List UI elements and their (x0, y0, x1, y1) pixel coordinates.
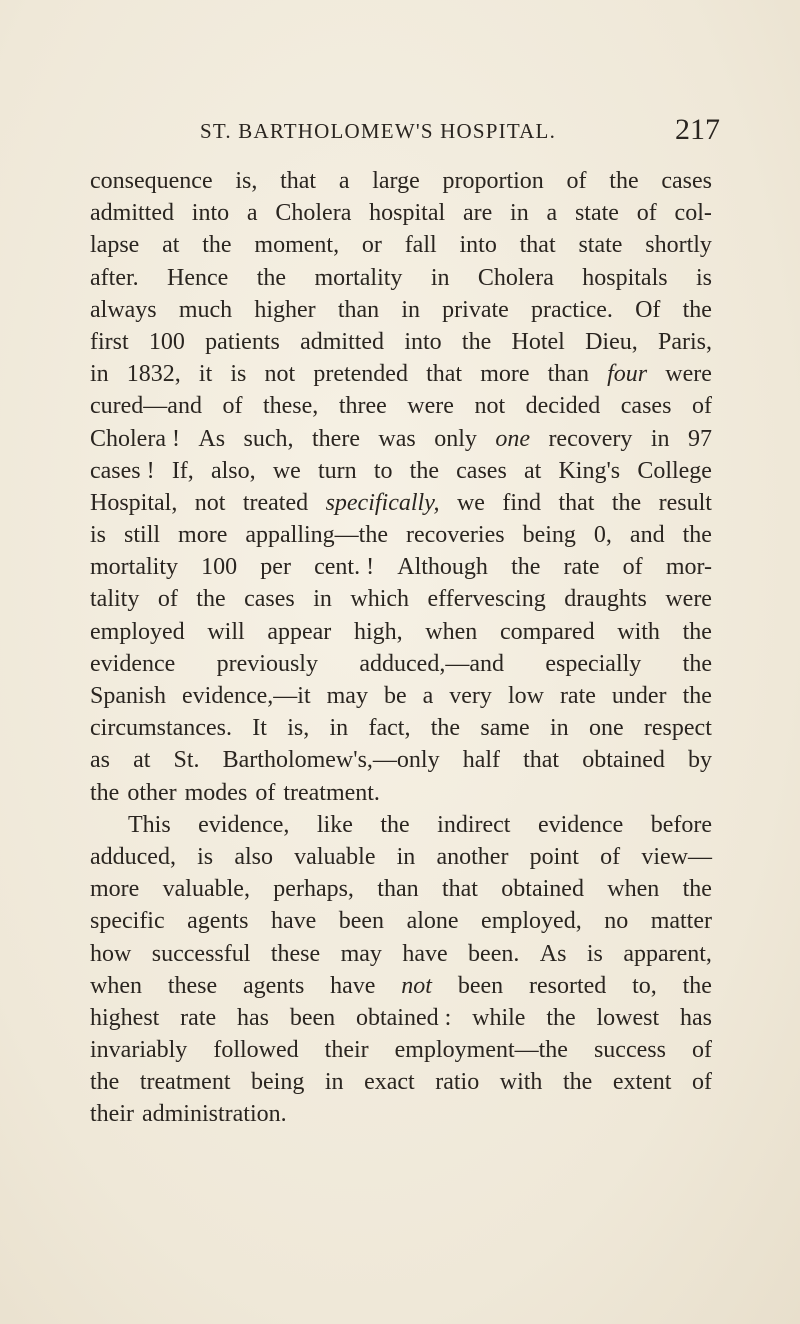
word: the (682, 876, 712, 903)
word: the (511, 554, 541, 581)
text-line (90, 487, 712, 519)
word: treatment (139, 1069, 231, 1096)
text-line (90, 712, 712, 744)
word: the (196, 586, 226, 613)
word: such, (243, 425, 294, 452)
word: large (372, 168, 420, 194)
word: as (90, 747, 110, 774)
word: have (270, 908, 317, 935)
word: same (480, 715, 530, 742)
text-line (90, 680, 712, 712)
word: effervescing (427, 586, 546, 613)
word: the (256, 264, 287, 291)
word: evidence,—it (182, 683, 311, 709)
word: practice. (530, 296, 613, 323)
word: valuable, (162, 876, 250, 903)
text-line (90, 583, 712, 615)
word: state (574, 200, 619, 227)
word: the (682, 972, 712, 999)
word: of (157, 586, 178, 613)
word: proportion (442, 168, 544, 194)
word: view— (641, 843, 712, 870)
word: their (324, 1037, 369, 1064)
word: obtained : (355, 1004, 452, 1031)
word: lapse (90, 232, 140, 259)
word: a (422, 683, 434, 709)
text-line (90, 873, 712, 905)
word: fall (404, 232, 437, 259)
word: highest (90, 1004, 160, 1031)
word: patients (205, 328, 280, 355)
word: extent (612, 1069, 672, 1096)
word: point (529, 843, 579, 870)
word: into (191, 200, 230, 227)
word: Paris, (657, 328, 712, 355)
word: mortality (90, 554, 178, 581)
word: is, (235, 168, 258, 194)
word: treated (242, 489, 309, 516)
word: valuable (294, 843, 376, 870)
word: will (207, 618, 245, 645)
word: matter (650, 908, 712, 935)
word: that (426, 361, 463, 388)
text-line (90, 648, 712, 680)
word: 100 (148, 328, 185, 355)
word: these, (262, 393, 319, 420)
text-line (90, 1034, 712, 1066)
word: into (404, 328, 442, 355)
word: more (178, 522, 228, 549)
word: state (578, 232, 623, 259)
word: specific (90, 908, 165, 935)
running-head (200, 113, 720, 147)
word: much (178, 296, 233, 323)
word: when (607, 876, 660, 903)
word: also (234, 843, 273, 870)
word: cases (244, 586, 295, 613)
word: in (313, 586, 332, 613)
word: of (636, 200, 657, 227)
word: not (474, 393, 506, 420)
word: that (523, 747, 560, 774)
word: a (546, 200, 558, 227)
word: may (340, 940, 382, 967)
word: their (90, 1101, 134, 1128)
word: one (495, 425, 530, 452)
word: the (682, 683, 712, 709)
text-line (90, 616, 712, 648)
word: no (604, 908, 629, 935)
word: not (264, 361, 296, 388)
word: Spanish (90, 683, 167, 709)
word: half (462, 747, 501, 774)
text-line (90, 326, 712, 358)
word: fact, (368, 715, 411, 742)
word: adduced, (90, 843, 176, 870)
word: perhaps, (273, 876, 354, 903)
word: like (316, 811, 353, 838)
word: by (687, 747, 712, 774)
word: been (338, 908, 385, 935)
word: find (502, 489, 542, 516)
text-line (90, 390, 712, 422)
text-line (90, 165, 712, 197)
word: of (255, 779, 276, 806)
text-line (90, 744, 712, 776)
word: employed, (481, 908, 582, 935)
word: were (665, 361, 712, 388)
word: especially (545, 650, 642, 677)
word: of (222, 393, 243, 420)
text-line (90, 358, 712, 390)
word: a (338, 168, 350, 194)
word: that (280, 168, 317, 194)
word: were (665, 586, 712, 613)
text-line (90, 1002, 712, 1034)
text-line (90, 294, 712, 326)
word: moment, (254, 232, 340, 259)
word: may (326, 683, 368, 709)
word: the (90, 779, 120, 806)
word: cases ! (90, 457, 155, 484)
text-line (90, 197, 712, 229)
word: the (409, 457, 439, 484)
word: Dieu, (585, 328, 638, 355)
word: the (609, 168, 639, 194)
word: also, (210, 457, 256, 484)
word: indirect (437, 811, 511, 838)
word: when (90, 972, 142, 999)
word: Hospital, (90, 489, 178, 516)
word: of (691, 393, 712, 420)
body-text (90, 165, 712, 1131)
word: King's (558, 457, 621, 484)
word: before (650, 811, 712, 838)
word: recovery (548, 425, 633, 452)
word: employment—the (394, 1037, 568, 1064)
word: As (539, 940, 567, 967)
word: been (289, 1004, 336, 1031)
word: have (402, 940, 448, 967)
word: followed (213, 1037, 299, 1064)
text-line (90, 423, 712, 455)
word: at (133, 747, 151, 774)
word: these (270, 940, 321, 967)
word: the (682, 522, 712, 549)
word: always (90, 296, 157, 323)
text-line (90, 809, 712, 841)
word: obtained (582, 747, 665, 774)
word: high, (353, 618, 403, 645)
word: pretended (313, 361, 408, 388)
word: at (523, 457, 542, 484)
word: in (430, 264, 450, 291)
word: in (329, 715, 349, 742)
text-line (90, 777, 712, 809)
word: resorted (528, 972, 607, 999)
word: recoveries (405, 522, 505, 549)
word: tality (90, 586, 140, 613)
word: which (350, 586, 410, 613)
word: cases (456, 457, 507, 484)
word: cases (620, 393, 672, 420)
word: the (380, 811, 410, 838)
word: Although (397, 554, 488, 581)
word: another (436, 843, 509, 870)
word: admitted (90, 200, 174, 227)
word: the (682, 618, 712, 645)
text-line (90, 970, 712, 1002)
word: specifically, (325, 489, 440, 516)
word: alone (406, 908, 459, 935)
word: higher (254, 296, 316, 323)
word: the (562, 1069, 593, 1096)
word: were (407, 393, 454, 420)
word: cases (661, 168, 712, 194)
word: compared (499, 618, 595, 645)
word: is, (287, 715, 310, 742)
word: the (546, 1004, 576, 1031)
word: that (519, 232, 556, 259)
word: after. (90, 264, 139, 291)
word: It (252, 715, 267, 742)
word: of (600, 843, 621, 870)
word: adduced,—and (359, 650, 504, 677)
word: only (434, 425, 477, 452)
word: more (480, 361, 530, 388)
word: than (547, 361, 589, 388)
word: the (430, 715, 461, 742)
word: of (622, 554, 643, 581)
word: employed (90, 618, 185, 645)
text-line (90, 262, 712, 294)
word: evidence (537, 811, 624, 838)
word: the (461, 328, 492, 355)
word: Cholera ! (90, 425, 180, 452)
word: exact (364, 1069, 415, 1096)
text-line (90, 455, 712, 487)
word: agents (242, 972, 305, 999)
word: previously (216, 650, 318, 677)
word: are (462, 200, 493, 227)
word: been. (468, 940, 520, 967)
word: with (617, 618, 660, 645)
word: invariably (90, 1037, 188, 1064)
word: that (558, 489, 595, 516)
word: Cholera (477, 264, 554, 291)
word: low (507, 683, 544, 709)
word: we (272, 457, 301, 484)
word: cured—and (90, 393, 202, 420)
word: still (124, 522, 161, 549)
word: respect (643, 715, 712, 742)
word: rate (559, 683, 596, 709)
word: into (459, 232, 497, 259)
word: these (167, 972, 218, 999)
word: in (401, 296, 420, 323)
word: the (90, 1069, 120, 1096)
word: under (611, 683, 667, 709)
word: Of (635, 296, 661, 323)
word: in (549, 715, 569, 742)
text-line (90, 551, 712, 583)
word: As (198, 425, 226, 452)
word: than (337, 296, 380, 323)
word: 97 (687, 425, 712, 452)
word: not (194, 489, 226, 516)
word: or (361, 232, 382, 259)
word: evidence (90, 650, 176, 677)
word: 1832, (126, 361, 181, 388)
word: 100 (201, 554, 238, 581)
word: while (472, 1004, 526, 1031)
word: the (682, 296, 712, 323)
word: it (198, 361, 213, 388)
word: in (90, 361, 109, 388)
word: successful (151, 940, 251, 967)
word: result (658, 489, 712, 516)
word: evidence, (198, 811, 290, 838)
word: more (90, 876, 140, 903)
word: St. (173, 747, 200, 774)
word: of (691, 1069, 712, 1096)
word: is (230, 361, 247, 388)
word: being (522, 522, 576, 549)
word: in (510, 200, 529, 227)
word: there (312, 425, 360, 452)
word: has (236, 1004, 269, 1031)
word: than (377, 876, 419, 903)
word: being (251, 1069, 305, 1096)
page-number: 217 (675, 113, 720, 146)
word: hospital (369, 200, 446, 227)
word: have (330, 972, 376, 999)
word: at (162, 232, 180, 259)
word: shortly (645, 232, 712, 259)
text-line (90, 229, 712, 261)
word: that (441, 876, 478, 903)
text-line (90, 1066, 712, 1098)
word: ratio (435, 1069, 480, 1096)
word: other (127, 779, 177, 806)
word: of (691, 1037, 712, 1064)
word: four (607, 361, 648, 388)
word: consequence (90, 168, 213, 194)
word: rate (563, 554, 600, 581)
word: Cholera (275, 200, 352, 227)
word: col- (674, 200, 712, 227)
word: has (680, 1004, 712, 1031)
word: cent. ! (314, 554, 375, 581)
word: in (396, 843, 416, 870)
word: was (378, 425, 416, 452)
running-title: ST. BARTHOLOMEW'S HOSPITAL. (200, 119, 557, 143)
word: Hence (167, 264, 229, 291)
word: one (588, 715, 624, 742)
word: is (586, 940, 603, 967)
word: Bartholomew's,—only (222, 747, 440, 774)
word: of (566, 168, 587, 194)
word: with (499, 1069, 543, 1096)
word: first (90, 328, 129, 355)
word: been (457, 972, 504, 999)
word: mortality (314, 264, 403, 291)
word: lowest (596, 1004, 660, 1031)
word: apparent, (623, 940, 712, 967)
word: administration. (141, 1101, 287, 1128)
word: a (246, 200, 258, 227)
word: to, (632, 972, 657, 999)
word: decided (525, 393, 601, 420)
word: we (456, 489, 485, 516)
word: success (593, 1037, 666, 1064)
word: private (442, 296, 509, 323)
word: not (401, 972, 432, 999)
text-line (90, 519, 712, 551)
word: obtained (501, 876, 584, 903)
word: 0, (593, 522, 612, 549)
word: and (629, 522, 665, 549)
word: turn (317, 457, 357, 484)
text-line (90, 841, 712, 873)
word: the (682, 650, 712, 677)
word: is (90, 522, 107, 549)
word: be (383, 683, 407, 709)
word: hospitals (582, 264, 668, 291)
word: very (449, 683, 492, 709)
word: rate (180, 1004, 217, 1031)
word: admitted (300, 328, 385, 355)
word: three (338, 393, 387, 420)
text-line (90, 905, 712, 937)
word: the (202, 232, 232, 259)
word: appalling—the (245, 522, 388, 549)
text-line (90, 1098, 712, 1130)
word: appear (267, 618, 332, 645)
word: how (90, 940, 132, 967)
word: circumstances. (90, 715, 232, 742)
word: in (650, 425, 670, 452)
word: agents (187, 908, 249, 935)
word: the (611, 489, 642, 516)
word: is (695, 264, 712, 291)
word: If, (171, 457, 194, 484)
word: in (324, 1069, 344, 1096)
word: when (425, 618, 478, 645)
word: is (197, 843, 214, 870)
word: treatment. (283, 779, 380, 806)
word: to (373, 457, 393, 484)
word: mor- (665, 554, 712, 581)
word: This (128, 811, 171, 838)
word: draughts (564, 586, 647, 613)
word: per (260, 554, 291, 581)
word: Hotel (511, 328, 565, 355)
word: modes (184, 779, 248, 806)
text-line (90, 938, 712, 970)
word: College (637, 457, 712, 484)
